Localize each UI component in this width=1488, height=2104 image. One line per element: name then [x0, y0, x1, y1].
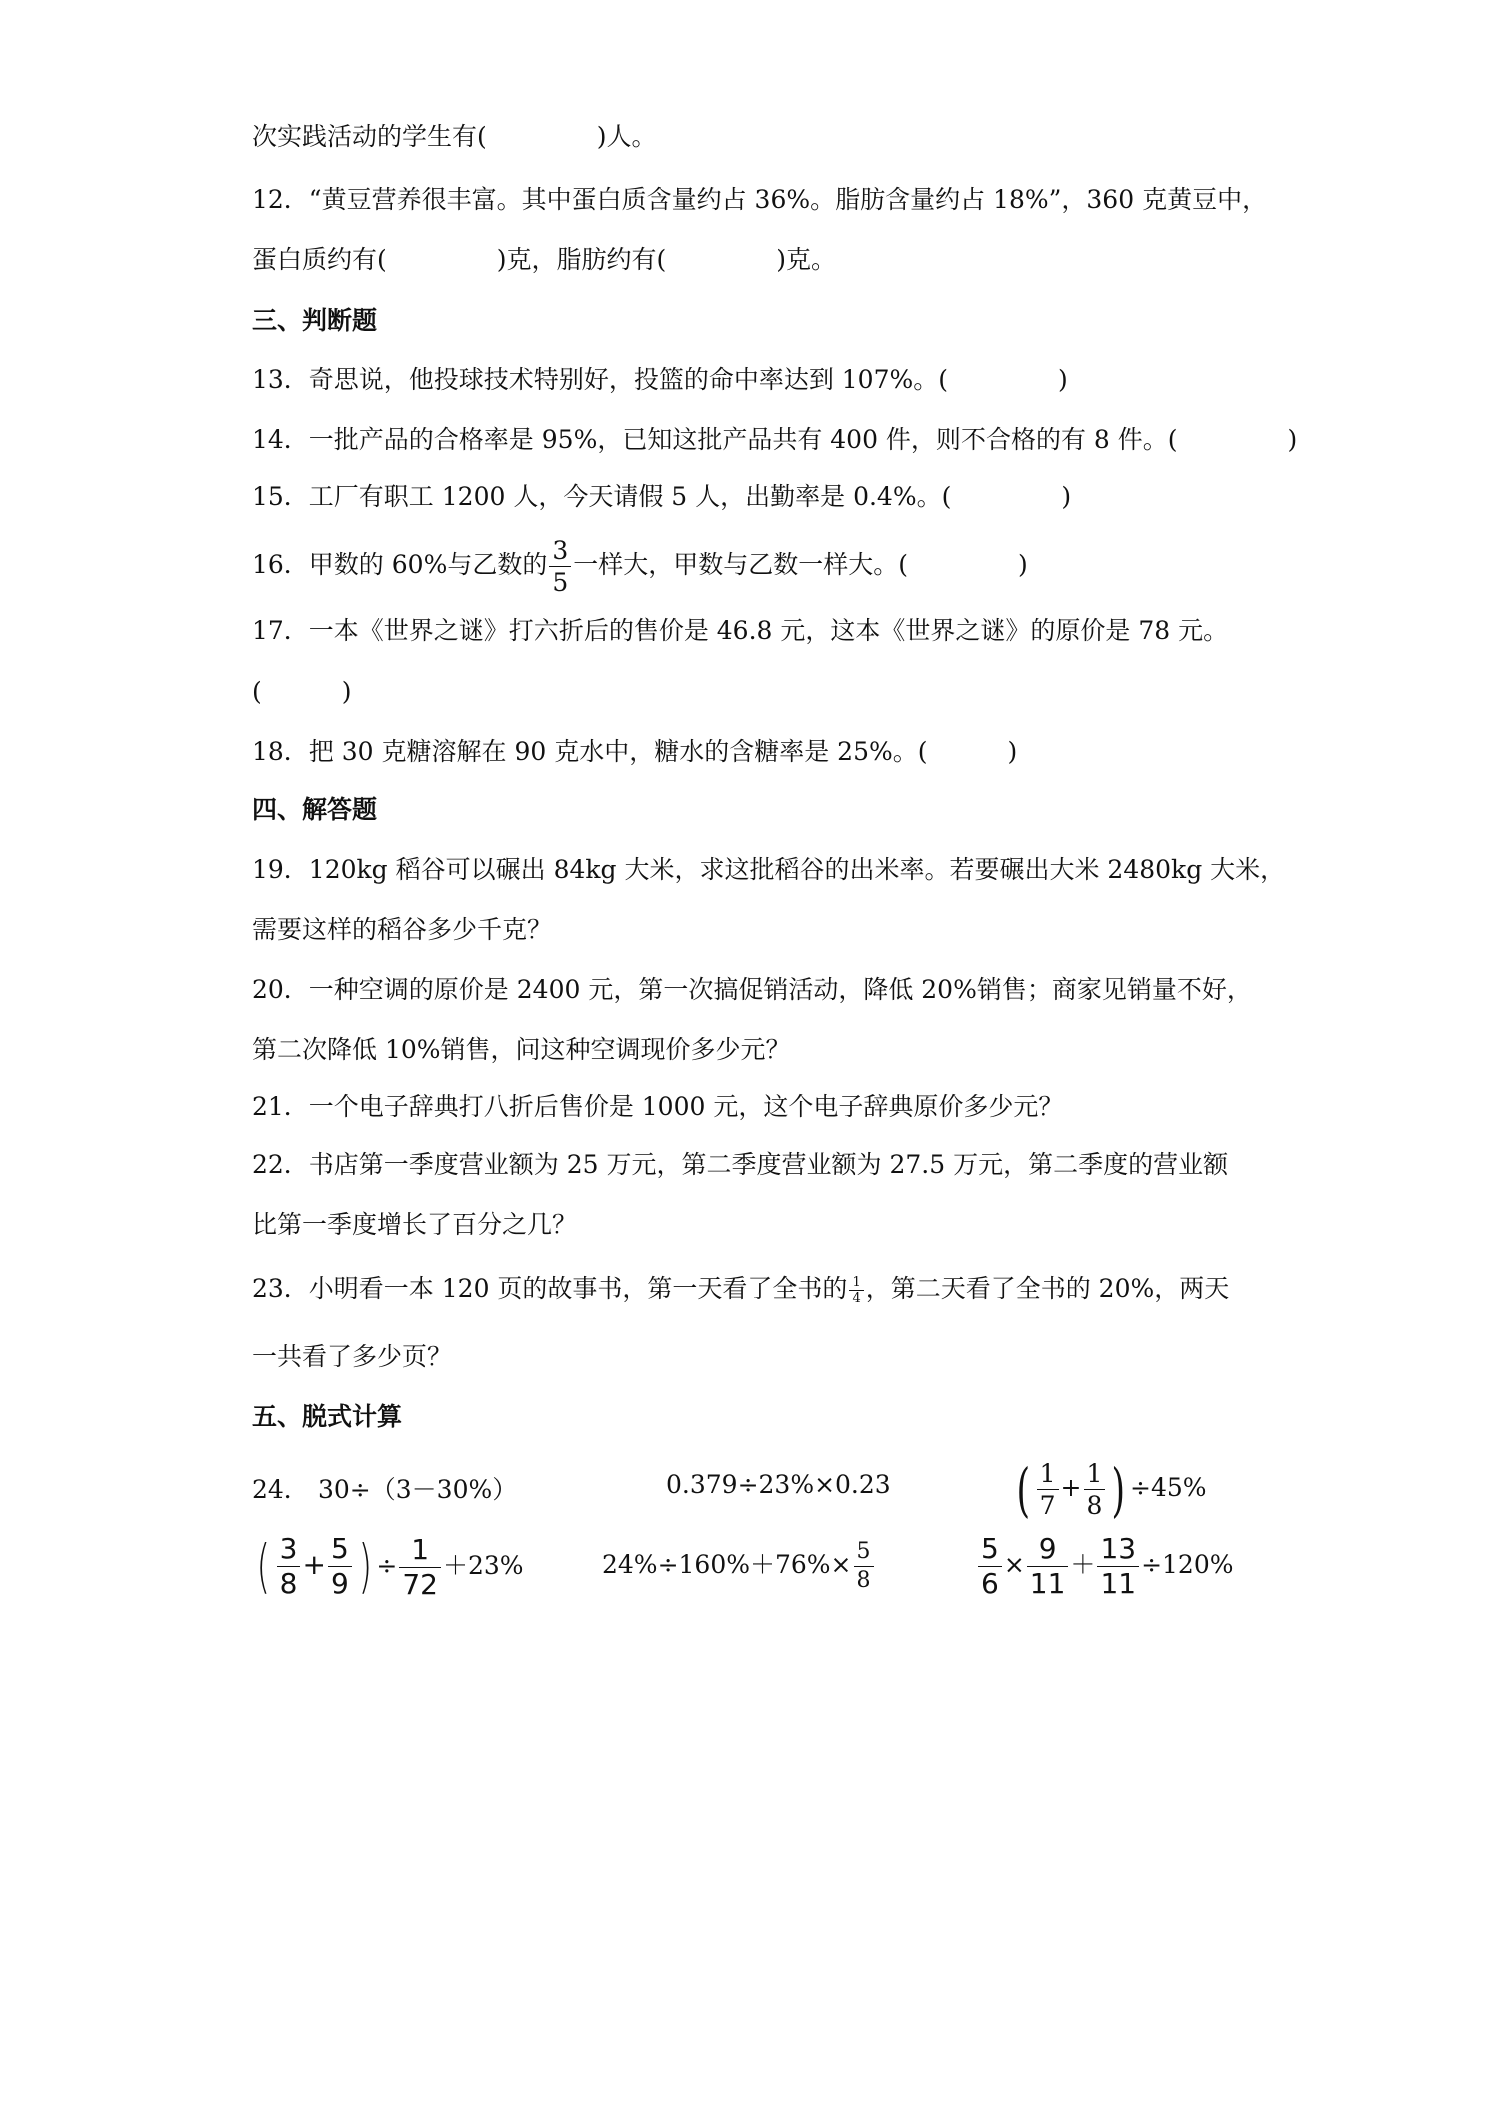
- frac-5-8: [854, 1541, 874, 1592]
- q16-close: ): [1018, 550, 1028, 579]
- expr-2: 0.379÷23%×0.23: [666, 1470, 891, 1499]
- q11-text-b: )人。: [596, 122, 657, 151]
- divide-sign: ÷: [376, 1551, 398, 1580]
- q22-line1: 22．书店第一季度营业额为 25 万元，第二季度营业额为 27.5 万元，第二季度的营业额: [252, 1150, 1229, 1179]
- right-paren: ): [1111, 1455, 1126, 1524]
- right-paren: ): [358, 1532, 372, 1600]
- q23-text-b: ，第二天看了全书的 20%，两天: [865, 1274, 1230, 1303]
- q14-close: ): [1287, 425, 1298, 454]
- expr-5-text: 24%÷160%＋76%×: [602, 1550, 852, 1579]
- q17-line1: 17．一本《世界之谜》打六折后的售价是 46.8 元，这本《世界之谜》的原价是 78 元。: [252, 616, 1229, 645]
- q14-text: 14．一批产品的合格率是 95%，已知这批产品共有 400 件，则不合格的有 8 件。(: [252, 425, 1178, 454]
- frac-numerator: 1: [399, 1536, 441, 1568]
- q18: [252, 735, 1017, 769]
- frac-5-9: [328, 1531, 352, 1600]
- frac-denominator: 7: [1039, 1491, 1056, 1520]
- q12-line2: [252, 243, 836, 277]
- expr-6-tail: ÷120%: [1141, 1550, 1234, 1579]
- q23-fraction: [849, 1276, 863, 1305]
- q24-label: 24．: [252, 1475, 309, 1504]
- q15: [252, 480, 1071, 514]
- q23-line2: 一共看了多少页？: [252, 1342, 453, 1371]
- frac-denominator: 8: [1086, 1491, 1103, 1520]
- q20-line2: 第二次降低 10%销售，问这种空调现价多少元？: [252, 1035, 791, 1064]
- plus-sign: ＋: [1070, 1550, 1096, 1579]
- expr-3: [1012, 1448, 1207, 1528]
- q17-line2: [252, 675, 352, 709]
- frac-9-11: [1027, 1532, 1069, 1600]
- frac-denominator: 8: [279, 1566, 298, 1600]
- q13-text: 13．奇思说，他投球技术特别好，投篮的命中率达到 107%。(: [252, 365, 948, 394]
- q16-text-a: 16．甲数的 60%与乙数的: [252, 550, 548, 579]
- expr-3-tail: ÷45%: [1130, 1473, 1207, 1502]
- q16: [252, 530, 1028, 600]
- frac-numerator: 5: [978, 1535, 1002, 1567]
- frac-denominator: 11: [1029, 1567, 1066, 1600]
- frac-numerator: 3: [277, 1535, 301, 1567]
- frac-denominator: 8: [856, 1568, 871, 1593]
- expr-4: [252, 1525, 524, 1606]
- frac-numerator: 13: [1097, 1535, 1139, 1567]
- times-sign: ×: [1003, 1550, 1025, 1579]
- q21: 21．一个电子辞典打八折后售价是 1000 元，这个电子辞典原价多少元？: [252, 1092, 1064, 1121]
- q11-text-a: 次实践活动的学生有(: [252, 122, 487, 151]
- q18-close: ): [1007, 737, 1018, 766]
- q12-text-a: 蛋白质约有(: [252, 245, 387, 274]
- frac-1-72: [399, 1533, 441, 1601]
- frac-denominator: 5: [552, 568, 569, 597]
- q23-line1: [252, 1272, 1229, 1306]
- q12-text-c: )克。: [776, 245, 837, 274]
- plus-sign: +: [302, 1548, 326, 1581]
- q12-text-b: )克，脂肪约有(: [496, 245, 667, 274]
- frac-denominator: 72: [402, 1568, 438, 1601]
- frac-1-7: [1037, 1461, 1059, 1518]
- q17-close: ): [341, 677, 352, 706]
- section-title-calculation: 五、脱式计算: [252, 1402, 403, 1431]
- frac-denominator: 6: [981, 1567, 999, 1600]
- frac-5-6: [978, 1532, 1002, 1600]
- frac-13-11: [1097, 1532, 1139, 1600]
- q11-tail: [252, 120, 657, 154]
- section-title-answers: 四、解答题: [252, 795, 378, 824]
- expr-5: [602, 1525, 876, 1605]
- left-paren: (: [1016, 1455, 1031, 1524]
- frac-denominator: 9: [330, 1566, 349, 1600]
- frac-1-8: [1084, 1461, 1106, 1518]
- q15-close: ): [1061, 482, 1072, 511]
- frac-numerator: 9: [1027, 1535, 1069, 1567]
- q16-fraction: [549, 538, 571, 595]
- q17-open: (: [252, 677, 262, 706]
- q19-line2: 需要这样的稻谷多少千克？: [252, 915, 553, 944]
- q16-text-b: 一样大，甲数与乙数一样大。(: [573, 550, 908, 579]
- q12-line1: 12．“黄豆营养很丰富。其中蛋白质含量约占 36%。脂肪含量约占 18%”，360 克黄豆中，: [252, 185, 1268, 214]
- frac-numerator: 5: [328, 1535, 352, 1567]
- frac-numerator: 3: [549, 538, 571, 567]
- frac-numerator: 5: [854, 1541, 874, 1567]
- q13: [252, 363, 1068, 397]
- q20-line1: 20．一种空调的原价是 2400 元，第一次搞促销活动，降低 20%销售；商家见销量不好，: [252, 975, 1252, 1004]
- plus-sign: +: [1060, 1473, 1082, 1502]
- q14: [252, 423, 1297, 457]
- q15-text: 15．工厂有职工 1200 人，今天请假 5 人，出勤率是 0.4%。(: [252, 482, 952, 511]
- q19-line1: 19．120kg 稻谷可以碾出 84kg 大米，求这批稻谷的出米率。若要碾出大米 2480kg 大米，: [252, 855, 1286, 884]
- q13-close: ): [1058, 365, 1068, 394]
- expr-6: [976, 1525, 1234, 1605]
- q23-text-a: 23．小明看一本 120 页的故事书，第一天看了全书的: [252, 1274, 848, 1303]
- q18-text: 18．把 30 克糖溶解在 90 克水中，糖水的含糖率是 25%。(: [252, 737, 928, 766]
- frac-numerator: 1: [849, 1276, 863, 1291]
- q22-line2: 比第一季度增长了百分之几？: [252, 1210, 578, 1239]
- left-paren: (: [256, 1532, 271, 1600]
- frac-3-8: [277, 1531, 301, 1600]
- frac-denominator: 11: [1100, 1567, 1137, 1600]
- section-title-judgement: 三、判断题: [252, 306, 378, 335]
- expr-4-tail: ＋23%: [443, 1551, 524, 1580]
- frac-numerator: 1: [1084, 1461, 1106, 1490]
- expr-1: 30÷（3－30%）: [318, 1475, 518, 1504]
- frac-numerator: 1: [1037, 1461, 1059, 1490]
- frac-denominator: 4: [852, 1291, 861, 1306]
